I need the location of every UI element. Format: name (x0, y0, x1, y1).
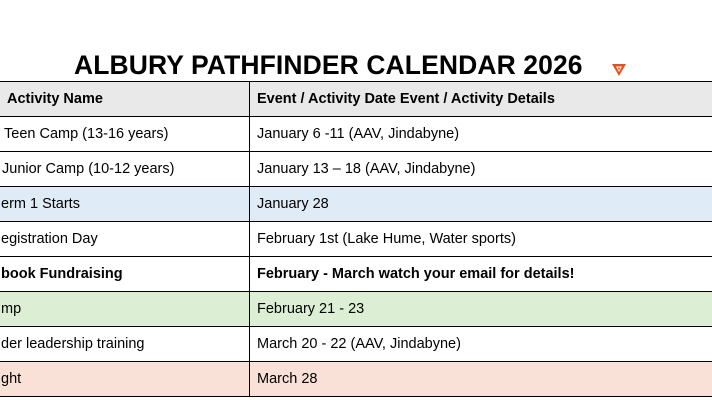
header-activity-name: Activity Name (0, 82, 250, 117)
event-details-cell: February - March watch your email for details! (250, 257, 712, 292)
activity-name-cell: Junior Camp (10-12 years) (0, 152, 250, 187)
activity-name-cell: erm 1 Starts (0, 187, 250, 222)
table-row (0, 222, 712, 257)
header-event-details: Event / Activity Date Event / Activity Details (250, 82, 712, 117)
event-details-cell: February 21 - 23 (250, 292, 712, 327)
calendar-table (0, 81, 712, 397)
table-row (0, 187, 712, 222)
table-row (0, 152, 712, 187)
activity-name-cell: book Fundraising (0, 257, 250, 292)
pathfinder-triangle-logo-icon (611, 63, 627, 77)
event-details-cell: February 1st (Lake Hume, Water sports) (250, 222, 712, 257)
activity-name-cell: mp (0, 292, 250, 327)
event-details-cell: January 28 (250, 187, 712, 222)
activity-name-cell: Teen Camp (13-16 years) (0, 117, 250, 152)
event-details-cell: January 13 – 18 (AAV, Jindabyne) (250, 152, 712, 187)
page-title: ALBURY PATHFINDER CALENDAR 2026 (74, 50, 583, 80)
table-row (0, 292, 712, 327)
event-details-cell: January 6 -11 (AAV, Jindabyne) (250, 117, 712, 152)
activity-name-cell: ght (0, 362, 250, 397)
event-details-cell: March 20 - 22 (AAV, Jindabyne) (250, 327, 712, 362)
table-row (0, 257, 712, 292)
table-header-row (0, 82, 712, 117)
table-row (0, 362, 712, 397)
table-row (0, 117, 712, 152)
table-row (0, 327, 712, 362)
activity-name-cell: der leadership training (0, 327, 250, 362)
event-details-cell: March 28 (250, 362, 712, 397)
activity-name-cell: egistration Day (0, 222, 250, 257)
